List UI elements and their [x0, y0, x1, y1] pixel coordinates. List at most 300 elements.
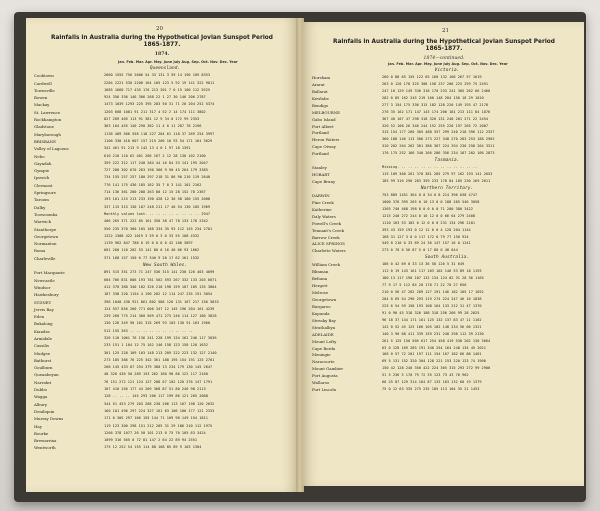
monthly-values: 277 3 154 175 336 315 182 128 220 149 193 47 2178	[382, 102, 489, 107]
table-row	[312, 137, 582, 144]
table-row	[34, 380, 296, 387]
station-name: Hawkesbury	[34, 292, 59, 298]
monthly-values: 160 101 496 297 224 327 161 63 106 100 177 121 2333	[104, 408, 215, 413]
table-row	[312, 373, 582, 380]
monthly-values: 77 9 17 5 112 84 20 178 71 22 70 27 650	[382, 283, 467, 288]
monthly-values: 176 175 252 166 340 266 286 356 234 187 202 166 2873	[382, 151, 495, 156]
monthly-values: 185 99 316 290 283 359 233 178 84 185 230 169 2611	[382, 179, 491, 183]
table-row	[312, 193, 582, 200]
station-name: Cape Borda	[312, 345, 336, 351]
monthly-values: 233 151 1 104 12 75 162 146 158 123 158 120 1632	[104, 343, 208, 348]
station-name: Kiandra	[34, 328, 50, 334]
section-heading	[312, 158, 582, 165]
table-row	[312, 89, 582, 96]
station-name: Ipswich	[34, 175, 50, 181]
station-name: Katherine	[312, 206, 332, 212]
table-row	[312, 297, 582, 304]
table-row	[34, 190, 296, 197]
station-name: Hay	[34, 423, 42, 429]
table-row	[34, 154, 296, 161]
station-name: Kapunda	[312, 310, 330, 316]
station-name: Bathurst	[34, 357, 52, 363]
station-name: ADELAIDE	[312, 331, 334, 337]
station-name: Stanthorpe	[34, 226, 57, 232]
table-row	[34, 358, 296, 365]
table-row	[312, 96, 582, 103]
table-row	[34, 300, 296, 307]
station-name: Bukalong	[34, 321, 53, 327]
station-name: Springsure	[34, 190, 56, 196]
table-row	[312, 304, 582, 311]
table-row	[34, 139, 296, 146]
table-row	[34, 168, 296, 175]
station-name: Burgaroo	[312, 303, 331, 309]
table-row	[312, 318, 582, 325]
station-name: Toowoomba	[34, 211, 58, 217]
table-row	[312, 221, 582, 228]
left-page	[26, 18, 298, 492]
table-row	[312, 262, 582, 269]
table-row	[312, 366, 582, 373]
station-name: Mudgee	[34, 350, 51, 356]
table-row	[312, 144, 582, 151]
table-row	[34, 117, 296, 124]
table-row	[34, 314, 296, 321]
section-heading	[312, 255, 582, 262]
page-number-right: 21	[442, 28, 449, 34]
station-name: Windsor	[34, 284, 51, 290]
table-row	[34, 95, 296, 102]
table-row	[34, 110, 296, 117]
station-name: Goulburn	[34, 365, 53, 371]
station-name: Beltana	[312, 276, 328, 282]
station-name: Cassilis	[34, 343, 50, 349]
table-row	[312, 172, 582, 179]
left-page-title	[36, 35, 288, 49]
section-heading-text: Northern Territory.	[420, 185, 474, 191]
table-row	[34, 205, 296, 212]
monthly-values: 727 280 302 670 263 190 366 9 90 45 264 179 3385	[104, 168, 208, 173]
section-heading	[34, 263, 296, 270]
table-row	[312, 179, 582, 186]
table-row	[34, 431, 296, 438]
table-row	[34, 343, 296, 350]
table-row	[312, 103, 582, 110]
station-name: William Creek	[312, 262, 340, 268]
table-row	[34, 409, 296, 416]
station-name: Stanley	[312, 165, 327, 171]
monthly-values: 171 0 305 297 166 155 144 71 109 90 149 154 1811	[104, 416, 208, 421]
station-name: Brewarrina	[34, 438, 57, 444]
station-name: Daly Waters	[312, 213, 336, 219]
section-heading-text: New South Wales.	[142, 263, 188, 269]
table-row	[312, 339, 582, 346]
monthly-values: 753 889 1451 364 0 0 34 0 8 214 396 638 4747	[382, 192, 478, 197]
left-months-header: Jan. Feb. Mar. Apr. May. June July Aug. Sep. Oct. Nov. Dec. Year	[118, 60, 238, 64]
station-name: Eden	[34, 314, 45, 320]
table-row	[312, 214, 582, 221]
station-name: Cardwell	[34, 80, 52, 86]
monthly-values: 610 210 110 62 401 266 167 2 12 28 130 102 2100	[104, 153, 206, 158]
section-heading	[312, 68, 582, 75]
left-year-label: 1874.	[154, 52, 170, 57]
station-name: Barrow Creek	[312, 234, 340, 240]
monthly-values: 119 123 300 298 151 212 205 31 29 186 210 112 1975	[104, 423, 213, 428]
table-row	[312, 332, 582, 339]
station-name: Heron Waters	[312, 137, 340, 143]
table-row	[34, 146, 296, 153]
section-heading-text: Victoria.	[434, 68, 460, 73]
monthly-values: 367 40 107 47 298 318 320 131 240 201 271 22 2454	[382, 116, 489, 121]
station-name: Melrose	[312, 290, 329, 295]
station-name: Townsville	[34, 87, 55, 93]
station-name: Blinman	[312, 269, 329, 275]
table-row	[34, 248, 296, 255]
monthly-values: 150 42 128 240 350 422 224 365 315 293 272 99 2900	[382, 366, 491, 371]
monthly-values: 1365 740 468 198 0 0 0 0 0 71 200 380 3422	[382, 206, 473, 211]
monthly-values: 827 209 405 113 91 381 12 9 34 0 172 99 2353	[104, 117, 200, 122]
monthly-values: 96 18 37 144 171 161 125 132 137 83 47 11 1162	[382, 317, 482, 322]
table-row	[34, 241, 296, 248]
station-name: Rockhampton	[34, 117, 62, 123]
table-row	[34, 219, 296, 226]
monthly-values: 186 0 42 69 0 33 13 36 58 126 5 31 649	[382, 262, 465, 267]
table-row	[312, 325, 582, 332]
station-name: ALICE SPRINGS	[312, 241, 345, 247]
station-name: Charlotte Waters	[312, 248, 346, 254]
monthly-values: 276 35 162 171 147 143 174 206 181 213 111 84 1876	[382, 109, 491, 114]
station-name: Albury	[34, 401, 48, 407]
monthly-values: 204 0 65 54 296 293 119 274 224 247 46 16 1838	[382, 296, 482, 301]
station-name: Warwick	[34, 219, 51, 225]
monthly-values: 76 151 272 121 124 127 208 67 102 120 276 147 1791	[104, 379, 213, 384]
table-row	[34, 307, 296, 314]
left-title-line2: 1865-1877.	[143, 42, 181, 48]
station-name: Bendigo	[312, 102, 329, 108]
monthly-values: 187 410 156 177 44 209 368 87 51 80 246 98 2113	[104, 387, 206, 392]
monthly-values: 326 110 1061 76 136 241 228 199 134 162 246 117 3036	[104, 335, 217, 340]
table-row	[34, 321, 296, 328]
station-name: Jervis Bay	[34, 306, 54, 312]
right-page-title	[314, 39, 574, 53]
station-name: SYDNEY	[34, 299, 52, 305]
station-name: Murray Downs	[34, 416, 64, 422]
monthly-values: 2284 2221 530 2200 164 105 123 5 92 19 141 322 9011	[104, 80, 215, 85]
table-row	[34, 256, 296, 263]
section-heading-text: Queensland.	[149, 66, 181, 71]
station-name: Dalby	[34, 204, 46, 210]
right-page	[302, 22, 584, 486]
monthly-values: 75 0 12 63 335 275 235 185 113 104 35 21 1453	[382, 387, 480, 392]
monthly-values: 112 0 19 143 161 117 183 102 146 53 89 18 1193	[382, 269, 482, 274]
table-row	[312, 228, 582, 235]
station-name: Port Albert	[312, 123, 334, 129]
monthly-values: 1215 240 272 244 0 16 12 0 0 66 64 279 2408	[382, 213, 476, 218]
monthly-values: 714 136 361 200 288 263 80 12 15 28 152 78 2367	[104, 190, 206, 195]
monthly-values: 1322 1308 422 1019 3 59 0 3 0 33 55 108 4332	[104, 233, 200, 238]
station-name: Valley of Lagoons	[34, 146, 69, 152]
section-heading	[312, 186, 582, 193]
station-name: Roma	[34, 248, 46, 254]
monthly-values: Missing. .. .. .. .. .. .. .. .. .. .. .. ..	[382, 165, 478, 170]
table-row	[34, 73, 296, 80]
station-name: Portland	[312, 130, 329, 136]
station-name: Wallaroo	[312, 380, 330, 386]
monthly-values: 734 155 257 257 180 297 218 31 86 90 216 119 2640	[104, 175, 211, 180]
station-name: Normanton	[34, 241, 57, 247]
station-name: Gladstone	[34, 124, 54, 130]
station-name: St. Lawrence	[34, 109, 61, 115]
table-row	[312, 241, 582, 248]
monthly-values: 166 0 57 72 201 197 111 154 167 182 66 88 1461	[382, 352, 482, 357]
monthly-values: 396 1040 430 921 861 802 586 126 131 167 217 156 5833	[104, 299, 219, 304]
monthly-values: 2660 1555 756 2606 54 33 131 3 59 14 190 189 8353	[104, 73, 211, 78]
station-name: Mount Lofty	[312, 338, 337, 344]
station-name: Georgetown	[34, 233, 59, 239]
station-name: Narrabri	[34, 379, 52, 385]
monthly-values: 1473 1039 1293 225 395 283 50 31 71 20 204 252 5374	[104, 102, 215, 107]
station-name: Queanbeyan	[34, 372, 59, 378]
table-row	[34, 183, 296, 190]
monthly-values: 512 155 363 .. .. .. .. .. .. .. .. .. ..	[104, 328, 193, 333]
table-row	[312, 346, 582, 353]
monthly-values: 130 126 349 90 101 315 269 93 103 130 91 163 1960	[104, 321, 211, 326]
station-name: Portland	[312, 151, 329, 157]
table-row	[312, 269, 582, 276]
monthly-values: 225 6 54 59 158 193 108 164 133 212 31 47 1370	[382, 303, 482, 308]
table-row	[34, 402, 296, 409]
monthly-values: 168 31 127 3 0 0 117 172 0 79 77 150 924	[382, 234, 469, 239]
station-name: Armidale	[34, 335, 52, 341]
table-row	[34, 175, 296, 182]
table-row	[312, 165, 582, 172]
table-row	[34, 88, 296, 95]
station-name: Gympie	[34, 168, 50, 174]
table-row	[34, 416, 296, 423]
station-name: BRISBANE	[34, 138, 56, 144]
station-name: Strathalbyn	[312, 324, 336, 330]
table-row	[34, 387, 296, 394]
station-name: Horsham	[312, 74, 331, 80]
table-row	[312, 276, 582, 283]
table-row	[34, 227, 296, 234]
monthly-values: 260 0 88 65 155 122 65 160 132 168 267 57 1619	[382, 74, 482, 79]
station-name: Cape Otway	[312, 144, 336, 150]
table-row	[34, 197, 296, 204]
station-name: Mackay	[34, 102, 50, 108]
monthly-values: 342 461 91 213 9 142 13 4 0 1 97 18 1391	[104, 146, 191, 151]
station-name: Powell's Creek	[312, 220, 342, 226]
station-name: Cooktown	[34, 73, 54, 79]
station-name: Cape Bruny	[312, 179, 336, 184]
monthly-values: 66 25 87 129 314 164 87 133 163 132 60 19 1379	[382, 380, 482, 385]
station-name: Ararat	[312, 81, 325, 87]
table-row	[312, 82, 582, 89]
station-name: Wentworth	[34, 445, 56, 451]
station-name: Maryborough	[34, 131, 61, 137]
monthly-values: 128 .. .. .. 145 293 206 117 199 86 121 205 2088	[104, 394, 208, 399]
station-name: Port Lincoln	[312, 387, 337, 393]
table-row	[312, 359, 582, 366]
table-row	[34, 234, 296, 241]
section-heading	[34, 66, 296, 73]
monthly-values: 239 260 775 214 360 569 471 273 246 114 127 180 3828	[104, 314, 217, 319]
monthly-values: 393 43 159 193 0 12 12 0 0 4 120 204 1144	[382, 227, 471, 232]
monthly-values: 301 125 228 109 103 148 213 209 222 223 132 127 2140	[104, 350, 217, 355]
monthly-values: 63 0 128 169 285 191 340 254 164 248 134 45 2021	[382, 345, 486, 350]
right-year-label: 1874—continued.	[423, 56, 465, 61]
station-name: Mount Gambier	[312, 366, 344, 372]
monthly-values: 412 370 380 340 102 326 210 198 159 187 185 135 3004	[104, 284, 217, 289]
monthly-values: 363 164 455 140 290 382 11 4 0 11 287 78 2196	[104, 124, 202, 129]
monthly-values: 549 0 210 0 33 69 24 36 147 157 16 0 1241	[382, 241, 471, 246]
monthly-values: 282 0 85 162 245 219 160 148 284 150 18 29 1810	[382, 95, 484, 100]
station-name: Taroom	[34, 197, 49, 203]
table-row	[312, 352, 582, 359]
station-name: Wagga	[34, 394, 48, 400]
station-name: HOBART	[312, 172, 330, 178]
monthly-values: 210 0 56 47 282 289 127 191 146 182 105 17 1652	[382, 290, 484, 294]
table-row	[34, 336, 296, 343]
table-row	[34, 161, 296, 168]
table-row	[34, 278, 296, 285]
right-title-line1: Rainfalls in Australia during the Hypothetical Jovian Sunspot Period	[333, 39, 555, 45]
station-name: Deniliquin	[34, 408, 55, 414]
station-name: Charleville	[34, 255, 56, 261]
monthly-values: 51 5 236 5 170 79 72 35 123 73 43 70 962	[382, 373, 469, 378]
right-title-line2: 1865-1877.	[425, 46, 463, 52]
monthly-values: 193 101 215 213 233 190 428 12 30 58 180 155 2008	[104, 197, 211, 202]
table-row	[34, 212, 296, 219]
monthly-values: 115 109 360 261 370 381 285 279 97 162 193 141 2653	[382, 172, 493, 177]
monthly-values: 1685 1660 717 435 170 213 201 7 0 15 100 112 5525	[104, 87, 211, 92]
table-row	[312, 130, 582, 137]
monthly-values: 891 515 351 273 71 247 536 315 141 230 126 403 4099	[104, 270, 215, 275]
monthly-values: 124 557 856 260 771 606 347 12 145 196 204 161 4239	[104, 306, 215, 311]
station-name: Dubbo	[34, 387, 47, 393]
table-row	[34, 372, 296, 379]
station-name: Clermont	[34, 182, 53, 188]
table-row	[312, 380, 582, 387]
monthly-values: 1099 316 565 0 72 81 147 2 64 22 89 94 2551	[104, 438, 198, 443]
table-row	[312, 311, 582, 318]
table-row	[34, 132, 296, 139]
station-name: Kewlabe	[312, 95, 329, 101]
monthly-values: 776 141 175 436 185 162 35 7 0 3 141 101 2162	[104, 182, 202, 187]
table-row	[34, 445, 296, 452]
section-heading-text: Tasmania.	[434, 158, 460, 164]
monthly-values: 550 235 370 300 105 188 334 35 93 112 145 234 2701	[104, 226, 213, 231]
monthly-values: 261 5 125 150 505 617 254 458 419 538 202 130 3664	[382, 338, 491, 343]
monthly-values: 360 188 146 113 306 273 227 348 270 283 253 188 2902	[382, 137, 495, 142]
table-row	[312, 235, 582, 242]
station-name: DARWIN	[312, 192, 330, 198]
monthly-values: 263 0 120 178 325 308 158 237 206 225 259 75 2491	[382, 81, 489, 86]
station-name: Bowen	[34, 95, 48, 101]
monthly-values: 1110 163 53 182 0 12 0 0 0 231 134 296 2181	[382, 220, 476, 225]
monthly-values: 1266 378 1077 26 50 101 213 0 75 70 105 63 3424	[104, 430, 206, 435]
table-row	[34, 365, 296, 372]
table-row	[34, 81, 296, 88]
monthly-values: 359 222 312 117 240 284 44 16 84 33 141 195 2047	[104, 160, 208, 165]
station-name: Port Augusta	[312, 373, 338, 379]
station-name: Bourke	[34, 430, 49, 436]
station-name: Gabo Island	[312, 116, 336, 122]
table-row	[312, 75, 582, 82]
table-row	[34, 124, 296, 131]
table-row	[34, 424, 296, 431]
right-months-header: Jan. Feb. Mar. Apr. May. June July Aug. Sep. Oct. Nov. Dec. Year	[388, 62, 508, 66]
monthly-values: 142 0 52 45 125 166 105 182 148 234 56 66 1321	[382, 324, 482, 329]
table-row	[34, 394, 296, 401]
monthly-values: Monthly values lost. .. .. .. .. .. .. .. .. 2947	[104, 211, 211, 216]
left-title-line1: Rainfalls in Australia during the Hypothetical Jovian Sunspot Period	[51, 35, 273, 41]
monthly-values: 1106 338 418 607 157 215 206 10 93 54 171 164 3629	[104, 138, 213, 143]
table-row	[312, 387, 582, 394]
station-name: Georgetown	[312, 296, 337, 302]
monthly-values: 268 145 433 87 254 379 380 13 234 179 130 145 2647	[104, 365, 213, 370]
station-name: Port Macquarie	[34, 270, 65, 276]
station-name: Meningie	[312, 352, 331, 358]
monthly-values: 337 115 315 130 187 248 211 17 40 54 130 185 1969	[104, 204, 211, 209]
monthly-values: 320 52 108 26 346 244 152 255 220 197 265 72 2087	[382, 123, 489, 128]
station-name: Pine Creek	[312, 199, 334, 205]
table-row	[34, 351, 296, 358]
station-name: Tennant's Creek	[312, 227, 345, 233]
table-row	[34, 292, 296, 299]
monthly-values: 344 51 453 279 203 268 230 206 113 167 198 120 2632	[104, 401, 215, 406]
table-row	[312, 117, 582, 124]
monthly-values: 1000 376 395 265 0 10 13 0 0 188 265 546 3058	[382, 199, 480, 204]
monthly-values: 175 12 252 54 155 114 88 168 85 89 9 103 1304	[104, 445, 202, 450]
table-row	[34, 270, 296, 277]
station-name: MELBOURNE	[312, 109, 340, 115]
table-row	[312, 110, 582, 117]
monthly-values: 69 5 131 152 320 304 128 221 153 220 123 74 1900	[382, 359, 486, 364]
monthly-values: 91 0 90 45 318 326 188 318 256 266 99 28 2025	[382, 310, 480, 315]
table-row	[34, 438, 296, 445]
table-row	[312, 207, 582, 214]
monthly-values: 310 202 264 262 301 386 367 224 294 236 258 264 3311	[382, 144, 495, 149]
monthly-values: 273 185 386 76 225 342 361 188 195 154 191 125 2701	[104, 357, 215, 362]
monthly-values: 247 10 129 149 336 318 170 233 241 305 262 66 2460	[382, 88, 491, 93]
monthly-values: 1136 409 566 558 118 227 204 61 118 37 269 254 3997	[104, 131, 215, 136]
monthly-values: 601 260 110 202 53 141 80 0 16 40 66 93 1662	[104, 248, 200, 253]
page-number-left: 20	[156, 26, 163, 32]
station-name: Streaky Bay	[312, 317, 336, 323]
table-row	[312, 283, 582, 290]
table-row	[34, 285, 296, 292]
table-row	[312, 124, 582, 131]
monthly-values: 273 0 78 0 56 87 5 0 17 80 0 48 644	[382, 248, 458, 253]
monthly-values: 1139 962 847 788 0 19 0 0 0 0 42 100 3897	[104, 241, 193, 246]
table-row	[34, 329, 296, 336]
monthly-values: 180 13 117 190 107 132 134 124 82 31 28 36 1165	[382, 276, 484, 281]
station-name: Newcastle	[34, 277, 55, 283]
monthly-values: 924 356 336 146 306 268 22 1 27 30 146 206 2787	[104, 95, 206, 100]
station-name: Ballarat	[312, 88, 328, 94]
station-name: Nebo	[34, 153, 45, 159]
station-name: Gayndah	[34, 160, 52, 166]
monthly-values: 406 265 371 222 85 161 358 38 47 78 133 178 2342	[104, 219, 208, 224]
right-table	[312, 68, 582, 394]
section-heading-text: South Australia.	[424, 255, 470, 261]
monthly-values: 604 766 831 606 193 781 562 593 267 332 133 203 6071	[104, 277, 217, 282]
monthly-values: 140 3 90 68 411 339 159 231 240 298 112 39 2130	[382, 331, 484, 336]
left-table	[34, 66, 296, 453]
table-row	[312, 200, 582, 207]
station-name: Naracoorte	[312, 359, 335, 365]
